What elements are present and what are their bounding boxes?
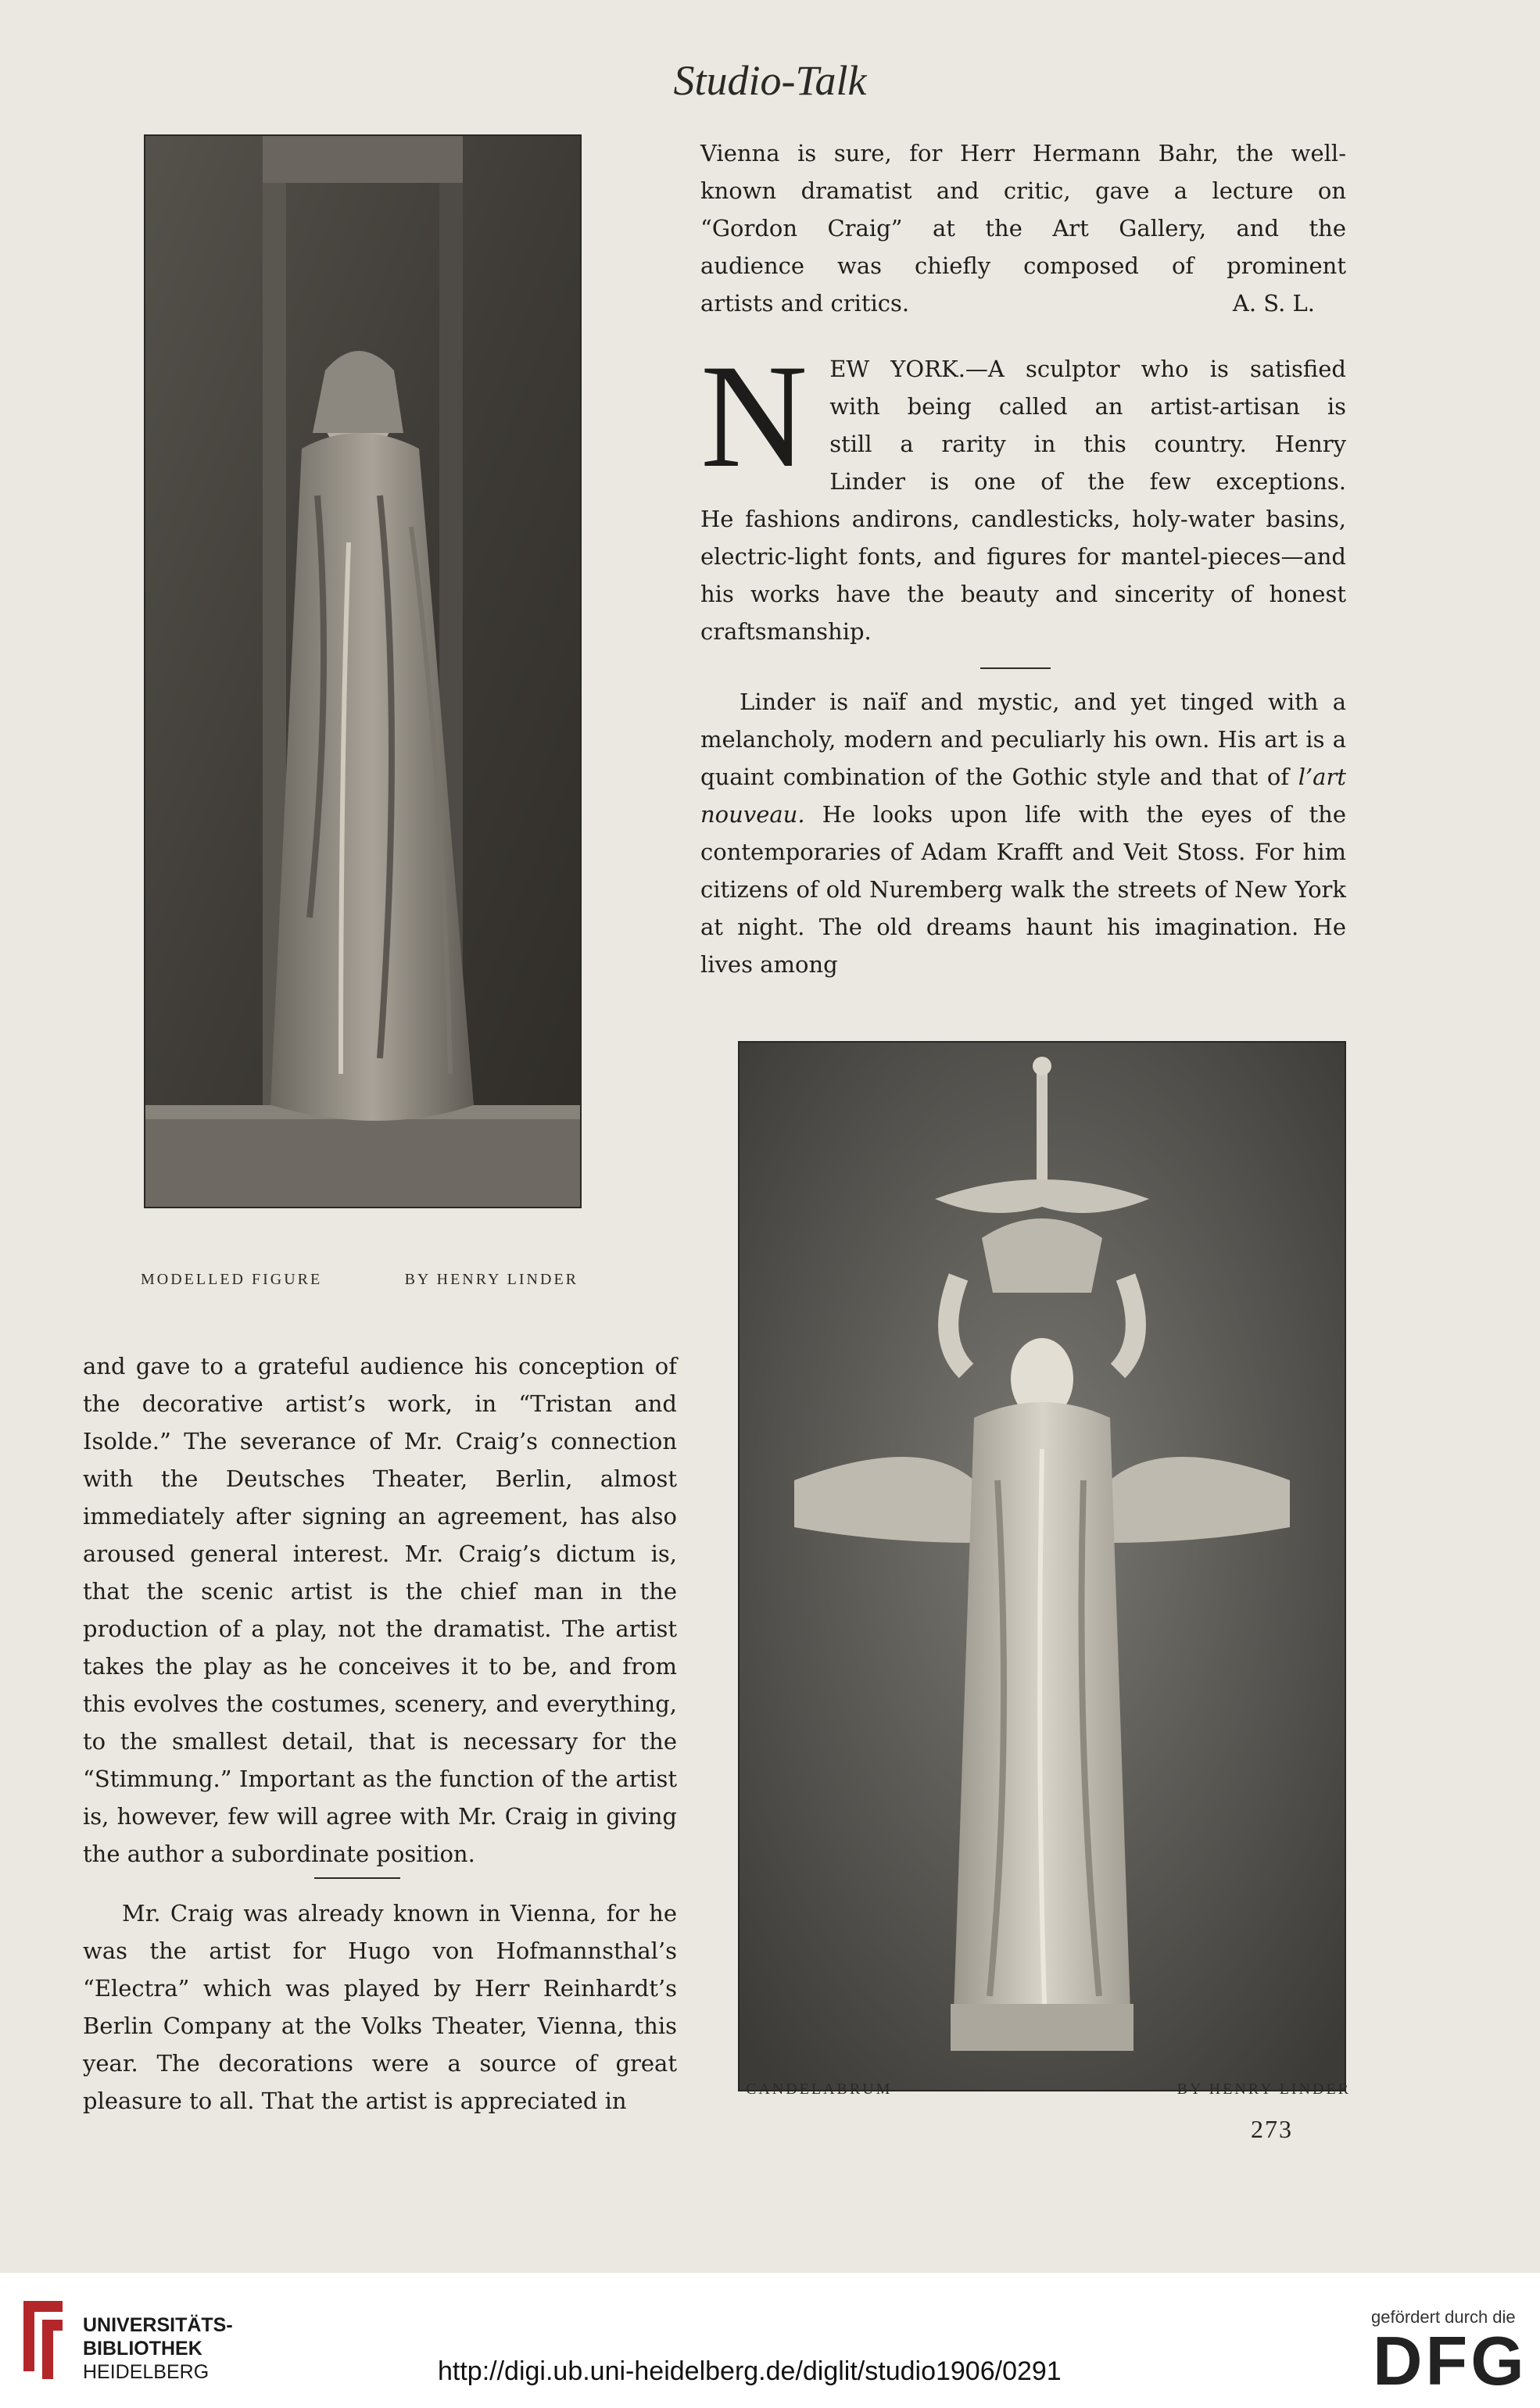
linder-text-b: He looks upon life with the eyes of the contemporaries of Adam Krafft and Veit Stoss. For him citizens of old Nuremberg walk the streets of New York at night. The old dreams haunt his imagination. He lives among (700, 801, 1346, 978)
library-line: HEIDELBERG (83, 2361, 210, 2383)
intro-last-line (700, 284, 1346, 322)
candelabrum-sculpture (740, 1043, 1345, 2090)
section-divider (314, 1877, 400, 1879)
caption-title: CANDELABRUM (746, 2081, 893, 2098)
tristan-paragraph (83, 1347, 677, 1873)
library-line: BIBLIOTHEK (83, 2338, 202, 2360)
linder-text (700, 683, 1346, 983)
caption-artist: BY HENRY LINDER (404, 1271, 578, 1288)
modelled-figure-image (144, 134, 582, 1208)
dfg-logo: DFG (1373, 2322, 1527, 2399)
new-york-line: still a rarity in this country. Henry (829, 431, 1346, 457)
running-title: Studio-Talk (673, 57, 867, 104)
library-logo-icon (8, 2293, 70, 2387)
caption-artist: BY HENRY LINDER (1176, 2081, 1351, 2098)
tristan-text: and gave to a grateful audience his conception of the decorative artist’s work, in “Tristan and Isolde.” The severance of Mr. Craig’s connection with the Deutsches Theater, Berlin, almost immediately after signing an agreement, has also aroused general interest. Mr. Craig’s dictum is, that the scenic artist is the chief man in the production of a play, not the dramatist. The artist takes the play as he conceives it to be, and from this evolves the costumes, scenery, and everything, to the smallest detail, that is necessary for the “Stimmung.” Important as the function of the artist is, however, few will agree with Mr. Craig in giving the author a subordinate position. (83, 1353, 677, 1867)
linder-text-italic: l’art nouveau. (700, 764, 1346, 828)
vienna-text: Mr. Craig was already known in Vienna, for he was the artist for Hugo von Hofmannsthal’s “Electra” which was played by Herr Reinhardt’s Berlin Company at the Volks Theater, Vienna, this year. The decorations were a source of great pleasure to all. That the artist is appreciated in (83, 1900, 677, 2114)
linder-text-a: Linder is naïf and mystic, and yet tinged with a melancholy, modern and peculiarly his own. His art is a quaint combination of the Gothic style and that of (700, 689, 1346, 790)
new-york-line: EW YORK.—A sculptor who is satisfied (829, 356, 1346, 382)
intro-line: Vienna is sure, for Herr Hermann Bahr, the well- (700, 140, 1346, 166)
funding-text: gefördert durch die (1371, 2307, 1516, 2327)
new-york-line: Linder is one of the few exceptions. (829, 468, 1346, 495)
source-url-link[interactable]: http://digi.ub.uni-heidelberg.de/diglit/studio1906/0291 (438, 2356, 1062, 2386)
new-york-paragraph (700, 335, 1346, 650)
new-york-line: with being called an artist-artisan is (829, 393, 1346, 420)
section-divider (980, 667, 1051, 669)
intro-line: audience was chiefly composed of prominent (700, 252, 1346, 279)
linder-paragraph (700, 683, 1346, 983)
intro-line: “Gordon Craig” at the Art Gallery, and the (700, 215, 1346, 242)
library-name (83, 2313, 233, 2384)
vienna-paragraph (83, 1895, 677, 2120)
modelled-figure-caption (141, 1271, 578, 1289)
intro-last-text: artists and critics. (700, 290, 910, 317)
intro-paragraph (700, 134, 1346, 322)
author-signature: A. S. L. (1232, 290, 1315, 317)
candelabrum-caption (746, 2081, 1351, 2099)
candelabrum-image (738, 1041, 1346, 2091)
new-york-rest: He fashions andirons, candlesticks, holy-water basins, electric-light fonts, and figures for mantel-pieces—and his works have the beauty and sincerity of honest craftsmanship. (700, 506, 1346, 645)
library-line: UNIVERSITÄTS- (83, 2314, 233, 2336)
modelled-figure-relief (145, 136, 580, 1207)
new-york-opening (700, 335, 1346, 500)
intro-line: known dramatist and critic, gave a lecture on (700, 177, 1346, 204)
caption-title: MODELLED FIGURE (141, 1271, 323, 1288)
drop-cap: N (700, 335, 808, 499)
page-number: 273 (1251, 2115, 1293, 2143)
